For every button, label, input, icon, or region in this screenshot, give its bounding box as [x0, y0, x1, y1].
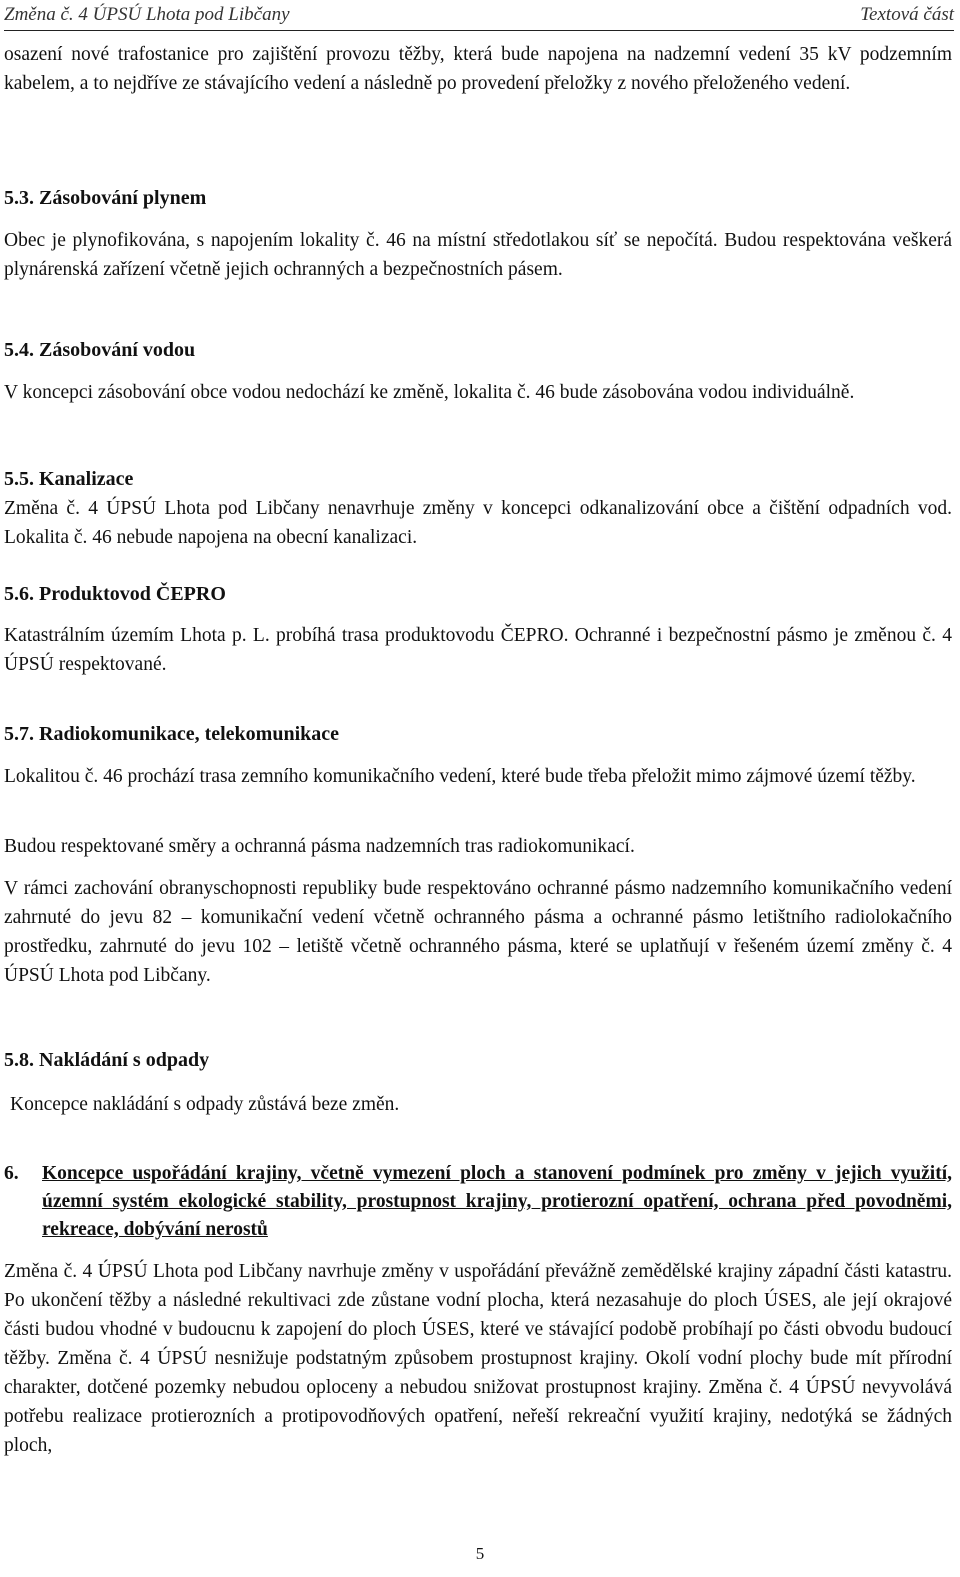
- section-6-number: 6.: [4, 1163, 19, 1184]
- heading-5-5: 5.5. Kanalizace: [4, 468, 134, 490]
- heading-5-3: 5.3. Zásobování plynem: [4, 187, 207, 209]
- heading-section-6: [4, 1160, 952, 1244]
- paragraph-5-6: Katastrálním územím Lhota p. L. probíhá trasa produktovodu ČEPRO. Ochranné i bezpečnostní pásmo je změnou č. 4 ÚPSÚ respektované.: [4, 625, 952, 675]
- paragraph-5-7-a: Lokalitou č. 46 prochází trasa zemního komunikačního vedení, které bude třeba přeložit mimo zájmové území těžby.: [4, 766, 916, 787]
- heading-5-4: 5.4. Zásobování vodou: [4, 339, 196, 361]
- header-document-title: Změna č. 4 ÚPSÚ Lhota pod Libčany: [4, 4, 290, 25]
- paragraph-5-3: Obec je plynofikována, s napojením lokality č. 46 na místní středotlakou síť se nepočítá. Budou respektována veškerá plynárenská zařízení včetně jejich ochranných a bezpečnostních pásem.: [4, 230, 952, 280]
- heading-5-6: 5.6. Produktovod ČEPRO: [4, 583, 226, 605]
- paragraph-5-5: Změna č. 4 ÚPSÚ Lhota pod Libčany nenavrhuje změny v koncepci odkanalizování obce a čištění odpadních vod. Lokalita č. 46 nebude napojena na obecní kanalizaci.: [4, 498, 952, 548]
- page-number: 5: [475, 1544, 485, 1563]
- page-header: [4, 4, 954, 31]
- paragraph-5-7-c: V rámci zachování obranyschopnosti republiky bude respektováno ochranné pásmo nadzemního komunikačního vedení zahrnuté do jevu 82 – komunikační vedení včetně ochranného pásma a ochranné pásmo letištního radiolokačního prostředku, zahrnuté do jevu 102 – letiště včetně ochranného pásma, které se uplatňují v řešeném území změny č. 4 ÚPSÚ Lhota pod Libčany.: [4, 878, 952, 986]
- paragraph-5-8: Koncepce nakládání s odpady zůstává beze změn.: [10, 1094, 400, 1115]
- section-6-title: Koncepce uspořádání krajiny, včetně vymezení ploch a stanovení podmínek pro změny v jejich využití, územní systém ekologické stability, prostupnost krajiny, protierozní opatření, ochrana před povodněmi, rekreace, dobývání nerostů: [42, 1163, 952, 1240]
- paragraph-5-7-b: Budou respektované směry a ochranná pásma nadzemních tras radiokomunikací.: [4, 836, 635, 857]
- heading-5-8: 5.8. Nakládání s odpady: [4, 1049, 210, 1071]
- paragraph-5-4: V koncepci zásobování obce vodou nedochází ke změně, lokalita č. 46 bude zásobována vodou individuálně.: [4, 382, 855, 403]
- paragraph-section-6: Změna č. 4 ÚPSÚ Lhota pod Libčany navrhuje změny v uspořádání převážně zemědělské krajiny západní části katastru. Po ukončení těžby a následné rekultivaci zde zůstane vodní plocha, která nezasahuje do ploch ÚSES, ale její okrajové části budou vhodné v budoucnu k zapojení do ploch ÚSES, které ve stávající podobě probíhají po části obvodu budoucí těžby. Změna č. 4 ÚPSÚ nesnižuje podstatným způsobem prostupnost krajiny. Okolí vodní plochy bude mít přírodní charakter, dotčené pozemky nebudou oploceny a nebudou snižovat prostupnost krajiny. Změna č. 4 ÚPSÚ nevyvolává potřebu realizace protierozních a protipovodňových opatření, neřeší rekreační využití krajiny, nedotýká se žádných ploch,: [4, 1261, 952, 1456]
- intro-paragraph: osazení nové trafostanice pro zajištění provozu těžby, která bude napojena na nadzemní vedení 35 kV podzemním kabelem, a to nejdříve ze stávajícího vedení a následně po provedení přeložky z nového přeloženého vedení.: [4, 44, 952, 94]
- header-section-label: Textová část: [860, 4, 954, 25]
- heading-5-7: 5.7. Radiokomunikace, telekomunikace: [4, 723, 340, 745]
